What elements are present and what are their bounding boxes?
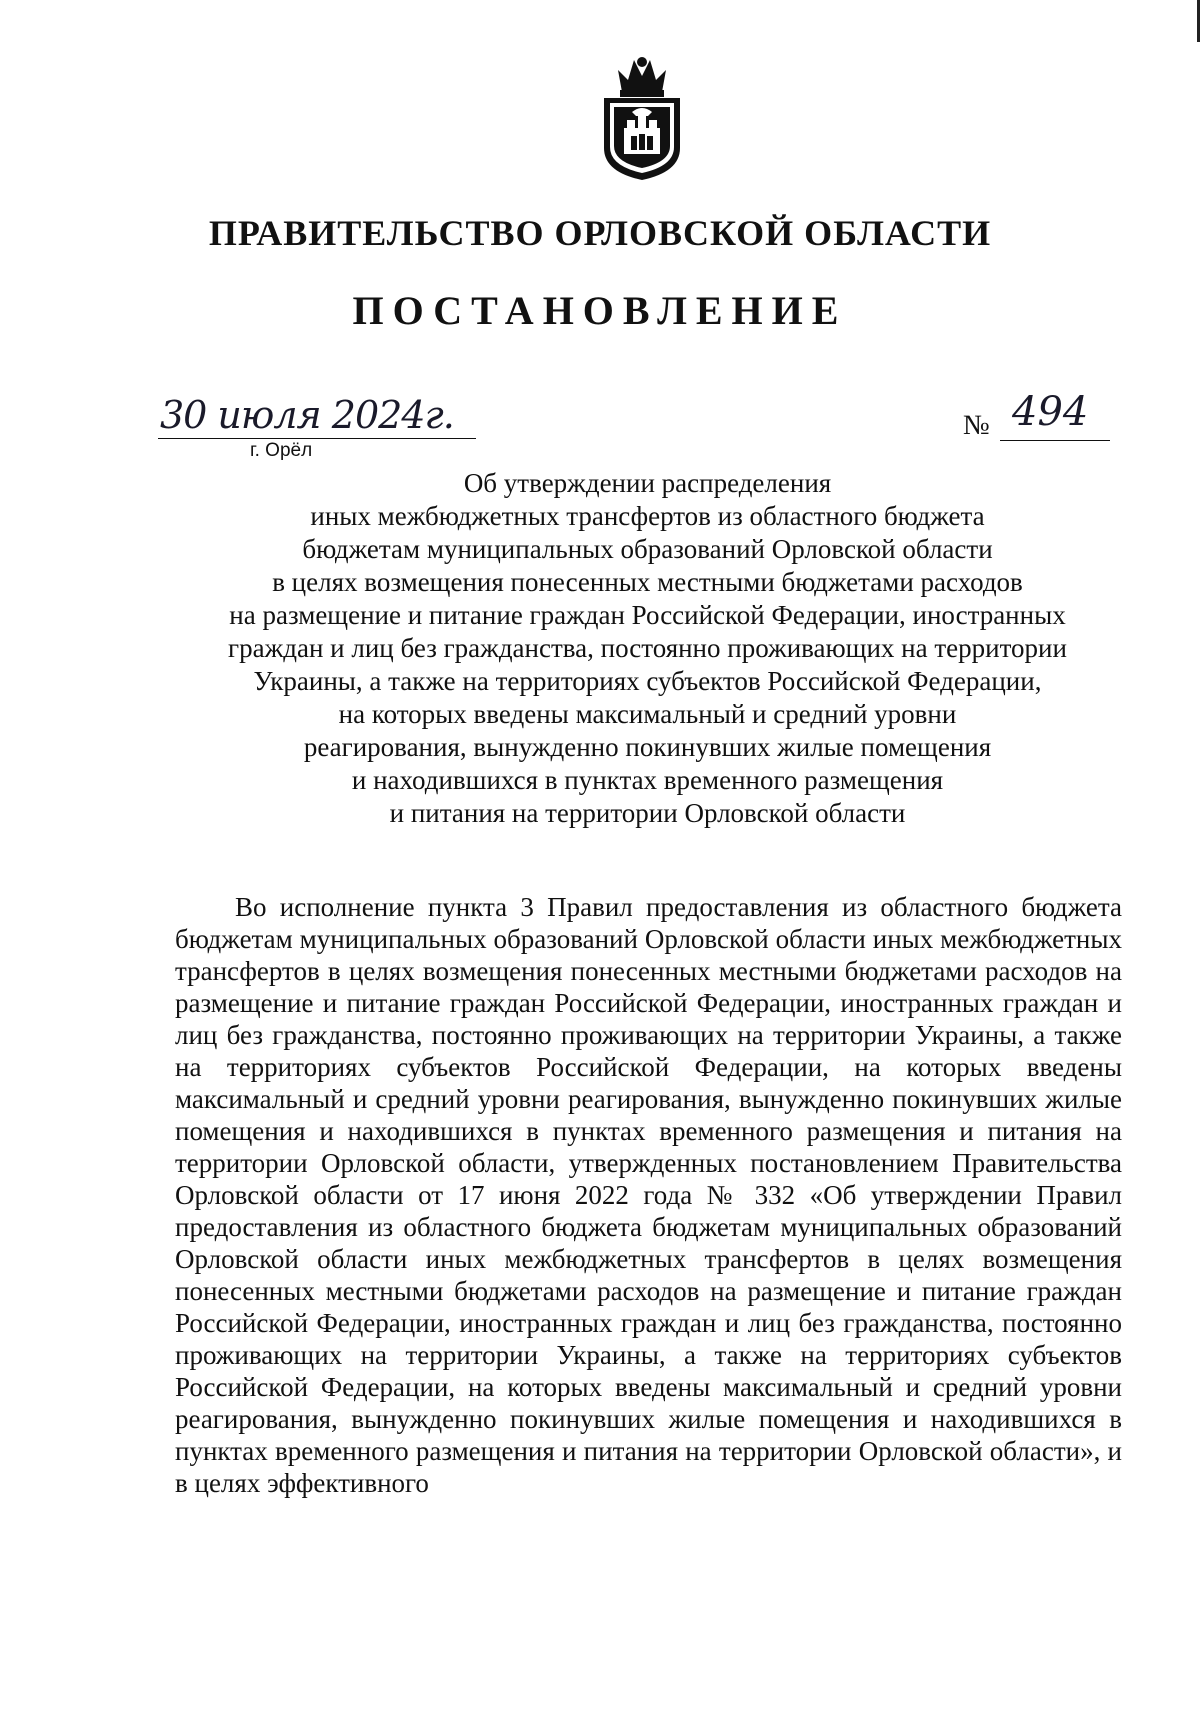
document-type-title: ПОСТАНОВЛЕНИЕ <box>352 288 848 333</box>
coat-of-arms-icon <box>596 52 688 184</box>
date-underline <box>158 438 476 439</box>
number-underline <box>1000 440 1110 441</box>
city-label: г. Орёл <box>250 440 313 461</box>
body-paragraph: Во исполнение пункта 3 Правил предоставления из областного бюджета бюджетам муниципальных образований Орловской области иных межбюджетных трансфертов в целях возмещения понесенных местными бюджетами расходов на размещение и питание граждан Российской Федерации, иностранных граждан и лиц без гражданства, постоянно проживающих на территории Украины, а также на территориях субъектов Российской Федерации, на которых введены максимальный и средний уровни реагирования, вынужденно покинувших жилые помещения и находившихся в пунктах временного размещения и питания на территории Орловской области, утвержденных постановлением Правительства Орловской области от 17 июня 2022 года № 332 «Об утверждении Правил предоставления из областного бюджета бюджетам муниципальных образований Орловской области иных межбюджетных трансфертов в целях возмещения понесенных местными бюджетами расходов на размещение и питание граждан Российской Федерации, иностранных граждан и лиц без гражданства, постоянно проживающих на территории Украины, а также на территориях субъектов Российской Федерации, на которых введены максимальный и средний уровни реагирования, вынужденно покинувших жилые помещения и находившихся в пунктах временного размещения и питания на территории Орловской области», и в целях эффективного <box>175 892 1122 1498</box>
number-handwritten: 494 <box>1012 389 1089 435</box>
number-label: № <box>963 410 990 441</box>
document-subject: Об утверждении распределения иных межбюджетных трансфертов из областного бюджета бюджетам муниципальных образований Орловской области в целях возмещения понесенных местными бюджетами расходов на размещение и питание граждан Российской Федерации, иностранных граждан и лиц без гражданства, постоянно проживающих на территории Украины, а также на территориях субъектов Российской Федерации, на которых введены максимальный и средний уровни реагирования, вынужденно покинувших жилые помещения и находившихся в пунктах временного размещения и питания на территории Орловской области <box>228 468 1067 828</box>
date-handwritten: 30 июля 2024г. <box>160 393 454 437</box>
government-title: ПРАВИТЕЛЬСТВО ОРЛОВСКОЙ ОБЛАСТИ <box>208 213 992 253</box>
